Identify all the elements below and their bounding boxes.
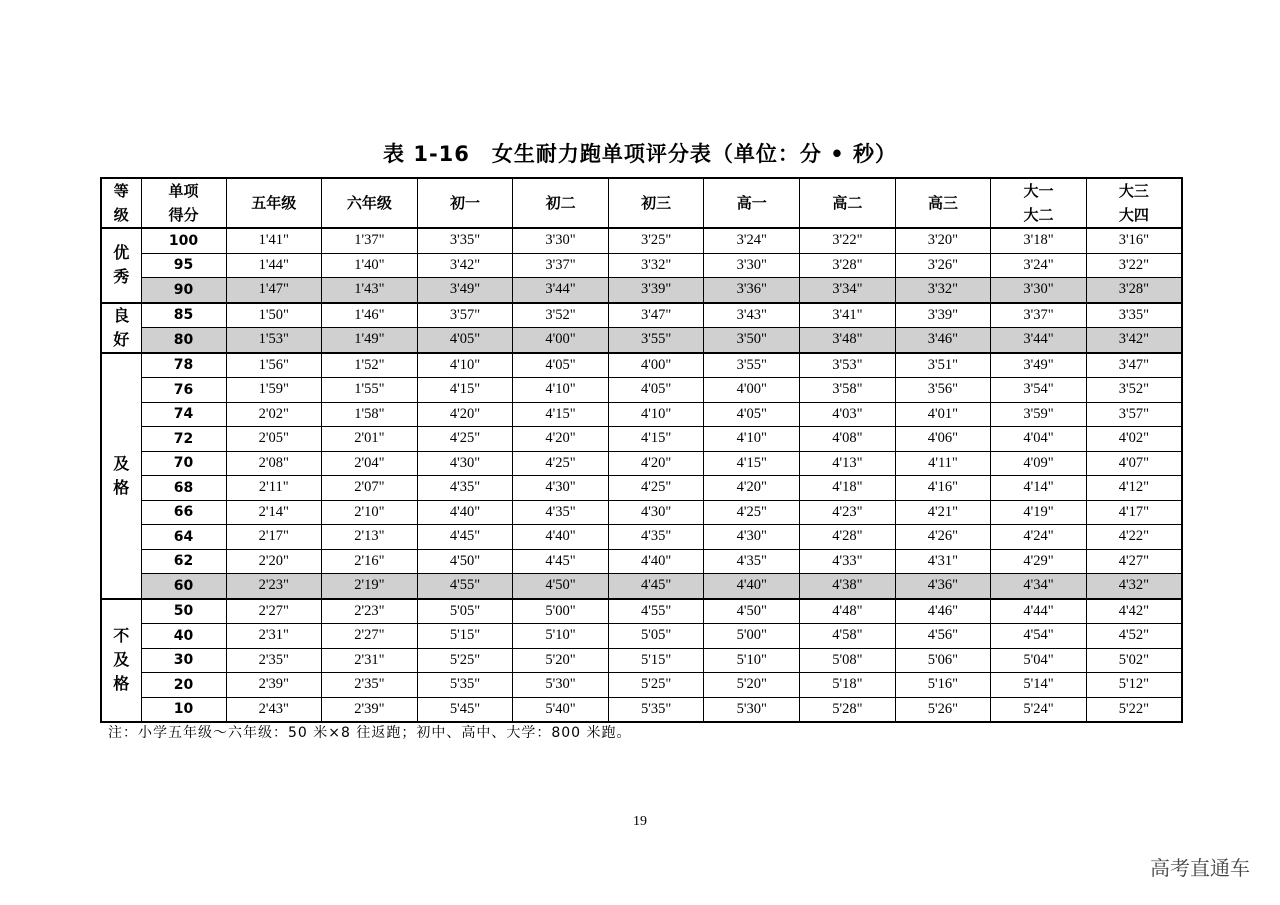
header-grade: 高三 [895, 178, 991, 228]
level-cell: 及 格 [101, 353, 141, 599]
time-cell: 1'58" [322, 402, 418, 427]
time-cell: 4'35" [608, 525, 704, 550]
time-cell: 4'40" [417, 500, 513, 525]
time-cell: 4'22" [1086, 525, 1182, 550]
time-cell: 3'54" [991, 378, 1087, 403]
time-cell: 4'10" [513, 378, 609, 403]
time-cell: 5'22" [1086, 697, 1182, 722]
time-cell: 5'28" [800, 697, 896, 722]
time-cell: 4'02" [1086, 427, 1182, 452]
table-row [101, 378, 1182, 403]
time-cell: 4'13" [800, 451, 896, 476]
time-cell: 2'13" [322, 525, 418, 550]
table-row [101, 624, 1182, 649]
header-grade: 五年级 [226, 178, 322, 228]
time-cell: 1'50" [226, 303, 322, 328]
time-cell: 3'57" [1086, 402, 1182, 427]
time-cell: 5'45" [417, 697, 513, 722]
time-cell: 4'17" [1086, 500, 1182, 525]
time-cell: 4'06" [895, 427, 991, 452]
header-grade: 初一 [417, 178, 513, 228]
time-cell: 2'27" [226, 599, 322, 624]
time-cell: 4'09" [991, 451, 1087, 476]
time-cell: 2'35" [322, 673, 418, 698]
watermark-logo: 高考直通车 [1150, 856, 1250, 880]
footnote: 注：小学五年级～六年级：50 米×8 往返跑；初中、高中、大学：800 米跑。 [108, 725, 632, 741]
time-cell: 1'40" [322, 253, 418, 278]
time-cell: 5'15" [417, 624, 513, 649]
table-row [101, 253, 1182, 278]
time-cell: 5'15" [608, 648, 704, 673]
time-cell: 2'02" [226, 402, 322, 427]
time-cell: 4'35" [417, 476, 513, 501]
time-cell: 5'10" [513, 624, 609, 649]
time-cell: 1'44" [226, 253, 322, 278]
table-row [101, 353, 1182, 378]
table-row [101, 549, 1182, 574]
time-cell: 1'53" [226, 328, 322, 353]
table-row [101, 697, 1182, 722]
time-cell: 5'20" [704, 673, 800, 698]
time-cell: 3'59" [991, 402, 1087, 427]
table-row [101, 574, 1182, 599]
time-cell: 5'05" [417, 599, 513, 624]
header-grade: 六年级 [322, 178, 418, 228]
time-cell: 4'44" [991, 599, 1087, 624]
time-cell: 4'10" [704, 427, 800, 452]
score-cell: 100 [141, 228, 226, 253]
table-row [101, 427, 1182, 452]
time-cell: 2'31" [322, 648, 418, 673]
time-cell: 3'46" [895, 328, 991, 353]
time-cell: 3'39" [895, 303, 991, 328]
time-cell: 4'54" [991, 624, 1087, 649]
time-cell: 3'50" [704, 328, 800, 353]
time-cell: 4'25" [417, 427, 513, 452]
time-cell: 4'56" [895, 624, 991, 649]
time-cell: 4'08" [800, 427, 896, 452]
time-cell: 3'30" [513, 228, 609, 253]
score-cell: 74 [141, 402, 226, 427]
time-cell: 3'28" [800, 253, 896, 278]
header-grade: 大三 大四 [1086, 178, 1182, 228]
time-cell: 4'21" [895, 500, 991, 525]
time-cell: 4'48" [800, 599, 896, 624]
score-cell: 72 [141, 427, 226, 452]
time-cell: 3'37" [991, 303, 1087, 328]
time-cell: 2'07" [322, 476, 418, 501]
time-cell: 4'10" [608, 402, 704, 427]
time-cell: 3'42" [417, 253, 513, 278]
time-cell: 4'55" [417, 574, 513, 599]
time-cell: 4'26" [895, 525, 991, 550]
time-cell: 4'03" [800, 402, 896, 427]
time-cell: 4'45" [417, 525, 513, 550]
score-cell: 70 [141, 451, 226, 476]
time-cell: 4'27" [1086, 549, 1182, 574]
time-cell: 2'27" [322, 624, 418, 649]
time-cell: 4'00" [513, 328, 609, 353]
time-cell: 3'52" [513, 303, 609, 328]
table-row [101, 476, 1182, 501]
time-cell: 5'35" [417, 673, 513, 698]
header-grade: 初三 [608, 178, 704, 228]
time-cell: 4'00" [608, 353, 704, 378]
time-cell: 2'23" [322, 599, 418, 624]
time-cell: 4'34" [991, 574, 1087, 599]
time-cell: 3'39" [608, 278, 704, 303]
time-cell: 4'30" [608, 500, 704, 525]
time-cell: 4'30" [417, 451, 513, 476]
table-title: 表 1-16 女生耐力跑单项评分表（单位：分 • 秒） [383, 142, 897, 166]
time-cell: 3'42" [1086, 328, 1182, 353]
time-cell: 2'14" [226, 500, 322, 525]
time-cell: 3'55" [608, 328, 704, 353]
score-cell: 76 [141, 378, 226, 403]
time-cell: 3'34" [800, 278, 896, 303]
table-row [101, 303, 1182, 328]
time-cell: 5'00" [513, 599, 609, 624]
time-cell: 3'28" [1086, 278, 1182, 303]
table-body [101, 228, 1182, 722]
time-cell: 4'45" [608, 574, 704, 599]
time-cell: 4'00" [704, 378, 800, 403]
time-cell: 4'05" [513, 353, 609, 378]
time-cell: 3'55" [704, 353, 800, 378]
time-cell: 5'25" [417, 648, 513, 673]
table-row [101, 525, 1182, 550]
time-cell: 1'41" [226, 228, 322, 253]
time-cell: 4'31" [895, 549, 991, 574]
time-cell: 5'40" [513, 697, 609, 722]
score-cell: 95 [141, 253, 226, 278]
score-cell: 30 [141, 648, 226, 673]
time-cell: 2'39" [322, 697, 418, 722]
time-cell: 2'19" [322, 574, 418, 599]
time-cell: 4'01" [895, 402, 991, 427]
time-cell: 5'24" [991, 697, 1087, 722]
score-cell: 80 [141, 328, 226, 353]
time-cell: 3'58" [800, 378, 896, 403]
time-cell: 2'01" [322, 427, 418, 452]
time-cell: 1'47" [226, 278, 322, 303]
time-cell: 4'05" [704, 402, 800, 427]
time-cell: 3'47" [608, 303, 704, 328]
time-cell: 4'30" [704, 525, 800, 550]
time-cell: 1'55" [322, 378, 418, 403]
time-cell: 4'42" [1086, 599, 1182, 624]
score-cell: 66 [141, 500, 226, 525]
time-cell: 4'20" [608, 451, 704, 476]
time-cell: 5'14" [991, 673, 1087, 698]
time-cell: 1'37" [322, 228, 418, 253]
time-cell: 4'20" [704, 476, 800, 501]
table-row [101, 500, 1182, 525]
time-cell: 3'32" [608, 253, 704, 278]
header-score: 单项 得分 [141, 178, 226, 228]
time-cell: 5'35" [608, 697, 704, 722]
score-cell: 60 [141, 574, 226, 599]
table-row [101, 228, 1182, 253]
time-cell: 4'15" [704, 451, 800, 476]
table-row [101, 328, 1182, 353]
time-cell: 3'57" [417, 303, 513, 328]
score-cell: 40 [141, 624, 226, 649]
time-cell: 4'32" [1086, 574, 1182, 599]
time-cell: 5'04" [991, 648, 1087, 673]
time-cell: 2'16" [322, 549, 418, 574]
time-cell: 4'10" [417, 353, 513, 378]
score-cell: 90 [141, 278, 226, 303]
time-cell: 4'52" [1086, 624, 1182, 649]
time-cell: 4'36" [895, 574, 991, 599]
time-cell: 3'16" [1086, 228, 1182, 253]
time-cell: 3'43" [704, 303, 800, 328]
time-cell: 3'22" [800, 228, 896, 253]
time-cell: 2'20" [226, 549, 322, 574]
time-cell: 4'15" [417, 378, 513, 403]
time-cell: 3'32" [895, 278, 991, 303]
time-cell: 3'24" [704, 228, 800, 253]
time-cell: 1'46" [322, 303, 418, 328]
table-header [101, 178, 1182, 228]
time-cell: 4'05" [608, 378, 704, 403]
score-cell: 20 [141, 673, 226, 698]
time-cell: 3'25" [608, 228, 704, 253]
time-cell: 3'24" [991, 253, 1087, 278]
time-cell: 4'11" [895, 451, 991, 476]
time-cell: 4'25" [608, 476, 704, 501]
time-cell: 3'37" [513, 253, 609, 278]
table-row [101, 673, 1182, 698]
time-cell: 3'49" [991, 353, 1087, 378]
time-cell: 3'30" [991, 278, 1087, 303]
time-cell: 4'23" [800, 500, 896, 525]
table-row [101, 451, 1182, 476]
page-number: 19 [633, 814, 647, 829]
level-cell: 不 及 格 [101, 599, 141, 723]
time-cell: 1'56" [226, 353, 322, 378]
header-level: 等 级 [101, 178, 141, 228]
time-cell: 4'40" [704, 574, 800, 599]
score-cell: 64 [141, 525, 226, 550]
time-cell: 4'19" [991, 500, 1087, 525]
time-cell: 5'06" [895, 648, 991, 673]
time-cell: 4'50" [704, 599, 800, 624]
table-row [101, 648, 1182, 673]
scoring-table [100, 177, 1183, 723]
time-cell: 5'00" [704, 624, 800, 649]
time-cell: 4'16" [895, 476, 991, 501]
time-cell: 3'35" [1086, 303, 1182, 328]
time-cell: 2'43" [226, 697, 322, 722]
time-cell: 3'48" [800, 328, 896, 353]
time-cell: 4'30" [513, 476, 609, 501]
time-cell: 3'51" [895, 353, 991, 378]
time-cell: 2'10" [322, 500, 418, 525]
time-cell: 3'53" [800, 353, 896, 378]
time-cell: 4'15" [608, 427, 704, 452]
time-cell: 3'20" [895, 228, 991, 253]
time-cell: 3'49" [417, 278, 513, 303]
score-cell: 50 [141, 599, 226, 624]
score-cell: 10 [141, 697, 226, 722]
header-grade: 高一 [704, 178, 800, 228]
time-cell: 2'11" [226, 476, 322, 501]
score-cell: 85 [141, 303, 226, 328]
time-cell: 1'59" [226, 378, 322, 403]
time-cell: 5'16" [895, 673, 991, 698]
time-cell: 5'08" [800, 648, 896, 673]
time-cell: 4'15" [513, 402, 609, 427]
time-cell: 5'18" [800, 673, 896, 698]
time-cell: 4'29" [991, 549, 1087, 574]
time-cell: 3'36" [704, 278, 800, 303]
time-cell: 5'30" [513, 673, 609, 698]
time-cell: 4'46" [895, 599, 991, 624]
time-cell: 3'41" [800, 303, 896, 328]
time-cell: 5'30" [704, 697, 800, 722]
time-cell: 5'25" [608, 673, 704, 698]
score-cell: 68 [141, 476, 226, 501]
time-cell: 4'18" [800, 476, 896, 501]
score-cell: 78 [141, 353, 226, 378]
time-cell: 5'20" [513, 648, 609, 673]
time-cell: 5'05" [608, 624, 704, 649]
time-cell: 4'55" [608, 599, 704, 624]
time-cell: 3'56" [895, 378, 991, 403]
time-cell: 4'05" [417, 328, 513, 353]
header-grade: 初二 [513, 178, 609, 228]
time-cell: 2'17" [226, 525, 322, 550]
table-row [101, 402, 1182, 427]
header-grade: 高二 [800, 178, 896, 228]
time-cell: 4'35" [513, 500, 609, 525]
time-cell: 4'33" [800, 549, 896, 574]
time-cell: 4'50" [417, 549, 513, 574]
time-cell: 4'38" [800, 574, 896, 599]
time-cell: 4'25" [704, 500, 800, 525]
time-cell: 3'30" [704, 253, 800, 278]
time-cell: 2'04" [322, 451, 418, 476]
time-cell: 4'04" [991, 427, 1087, 452]
time-cell: 3'44" [991, 328, 1087, 353]
time-cell: 3'44" [513, 278, 609, 303]
header-grade: 大一 大二 [991, 178, 1087, 228]
time-cell: 3'26" [895, 253, 991, 278]
time-cell: 2'08" [226, 451, 322, 476]
level-cell: 良 好 [101, 303, 141, 353]
time-cell: 5'26" [895, 697, 991, 722]
time-cell: 3'47" [1086, 353, 1182, 378]
time-cell: 3'35" [417, 228, 513, 253]
time-cell: 3'52" [1086, 378, 1182, 403]
level-cell: 优 秀 [101, 228, 141, 303]
time-cell: 2'05" [226, 427, 322, 452]
time-cell: 1'43" [322, 278, 418, 303]
time-cell: 1'52" [322, 353, 418, 378]
score-cell: 62 [141, 549, 226, 574]
table-row [101, 599, 1182, 624]
time-cell: 4'58" [800, 624, 896, 649]
time-cell: 4'12" [1086, 476, 1182, 501]
time-cell: 4'28" [800, 525, 896, 550]
time-cell: 2'35" [226, 648, 322, 673]
time-cell: 2'31" [226, 624, 322, 649]
time-cell: 4'35" [704, 549, 800, 574]
table-row [101, 278, 1182, 303]
time-cell: 4'45" [513, 549, 609, 574]
time-cell: 5'10" [704, 648, 800, 673]
time-cell: 4'07" [1086, 451, 1182, 476]
time-cell: 4'20" [417, 402, 513, 427]
time-cell: 4'24" [991, 525, 1087, 550]
time-cell: 4'40" [608, 549, 704, 574]
time-cell: 2'39" [226, 673, 322, 698]
header-row [101, 178, 1182, 228]
time-cell: 4'25" [513, 451, 609, 476]
time-cell: 3'22" [1086, 253, 1182, 278]
time-cell: 3'18" [991, 228, 1087, 253]
time-cell: 4'14" [991, 476, 1087, 501]
time-cell: 5'02" [1086, 648, 1182, 673]
time-cell: 5'12" [1086, 673, 1182, 698]
time-cell: 4'20" [513, 427, 609, 452]
time-cell: 1'49" [322, 328, 418, 353]
time-cell: 2'23" [226, 574, 322, 599]
time-cell: 4'50" [513, 574, 609, 599]
time-cell: 4'40" [513, 525, 609, 550]
